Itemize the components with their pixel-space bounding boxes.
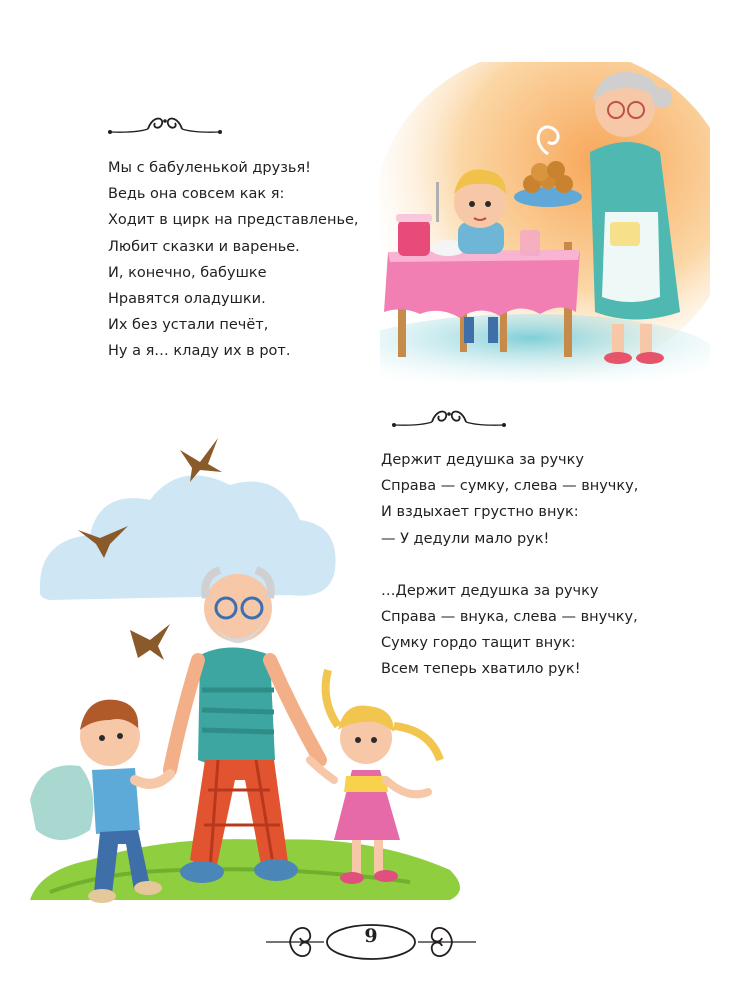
bird-icon [130,624,170,660]
page-number: 9 [364,925,378,947]
poem-line: Ходит в цирк на представленье, [108,212,359,229]
grandfather-illustration [30,430,470,915]
poem-grandmother [108,155,359,365]
poem-line: …Держит дедушка за ручку [381,582,599,599]
ornament-divider-top [108,112,222,138]
poem-line: Справа — внука, слева — внучку, [381,609,638,626]
ornament-divider-middle [392,405,506,431]
poem-line: Любит сказки и варенье. [108,238,300,255]
poem-line: Сумку гордо тащит внук: [381,635,576,652]
poem-line: И, конечно, бабушке [108,264,267,281]
page-number-ornament [262,912,480,968]
poem-line: Ведь она совсем как я: [108,186,285,203]
poem-line: Нравятся оладушки. [108,291,266,308]
poem-line: Мы с бабуленькой друзья! [108,160,311,176]
grandmother-illustration [380,62,710,382]
poem-line: Ну а я… кладу их в рот. [108,343,291,360]
poem-line: Справа — сумку, слева — внучку, [381,478,639,495]
poem-line: — У дедули мало рук! [381,530,550,547]
bird-icon [180,438,222,482]
poem-line: Держит дедушка за ручку [381,452,584,468]
poem-line: Всем теперь хватило рук! [381,661,581,678]
poem-line: И вздыхает грустно внук: [381,504,579,521]
poem-line: Их без устали печёт, [108,317,269,334]
